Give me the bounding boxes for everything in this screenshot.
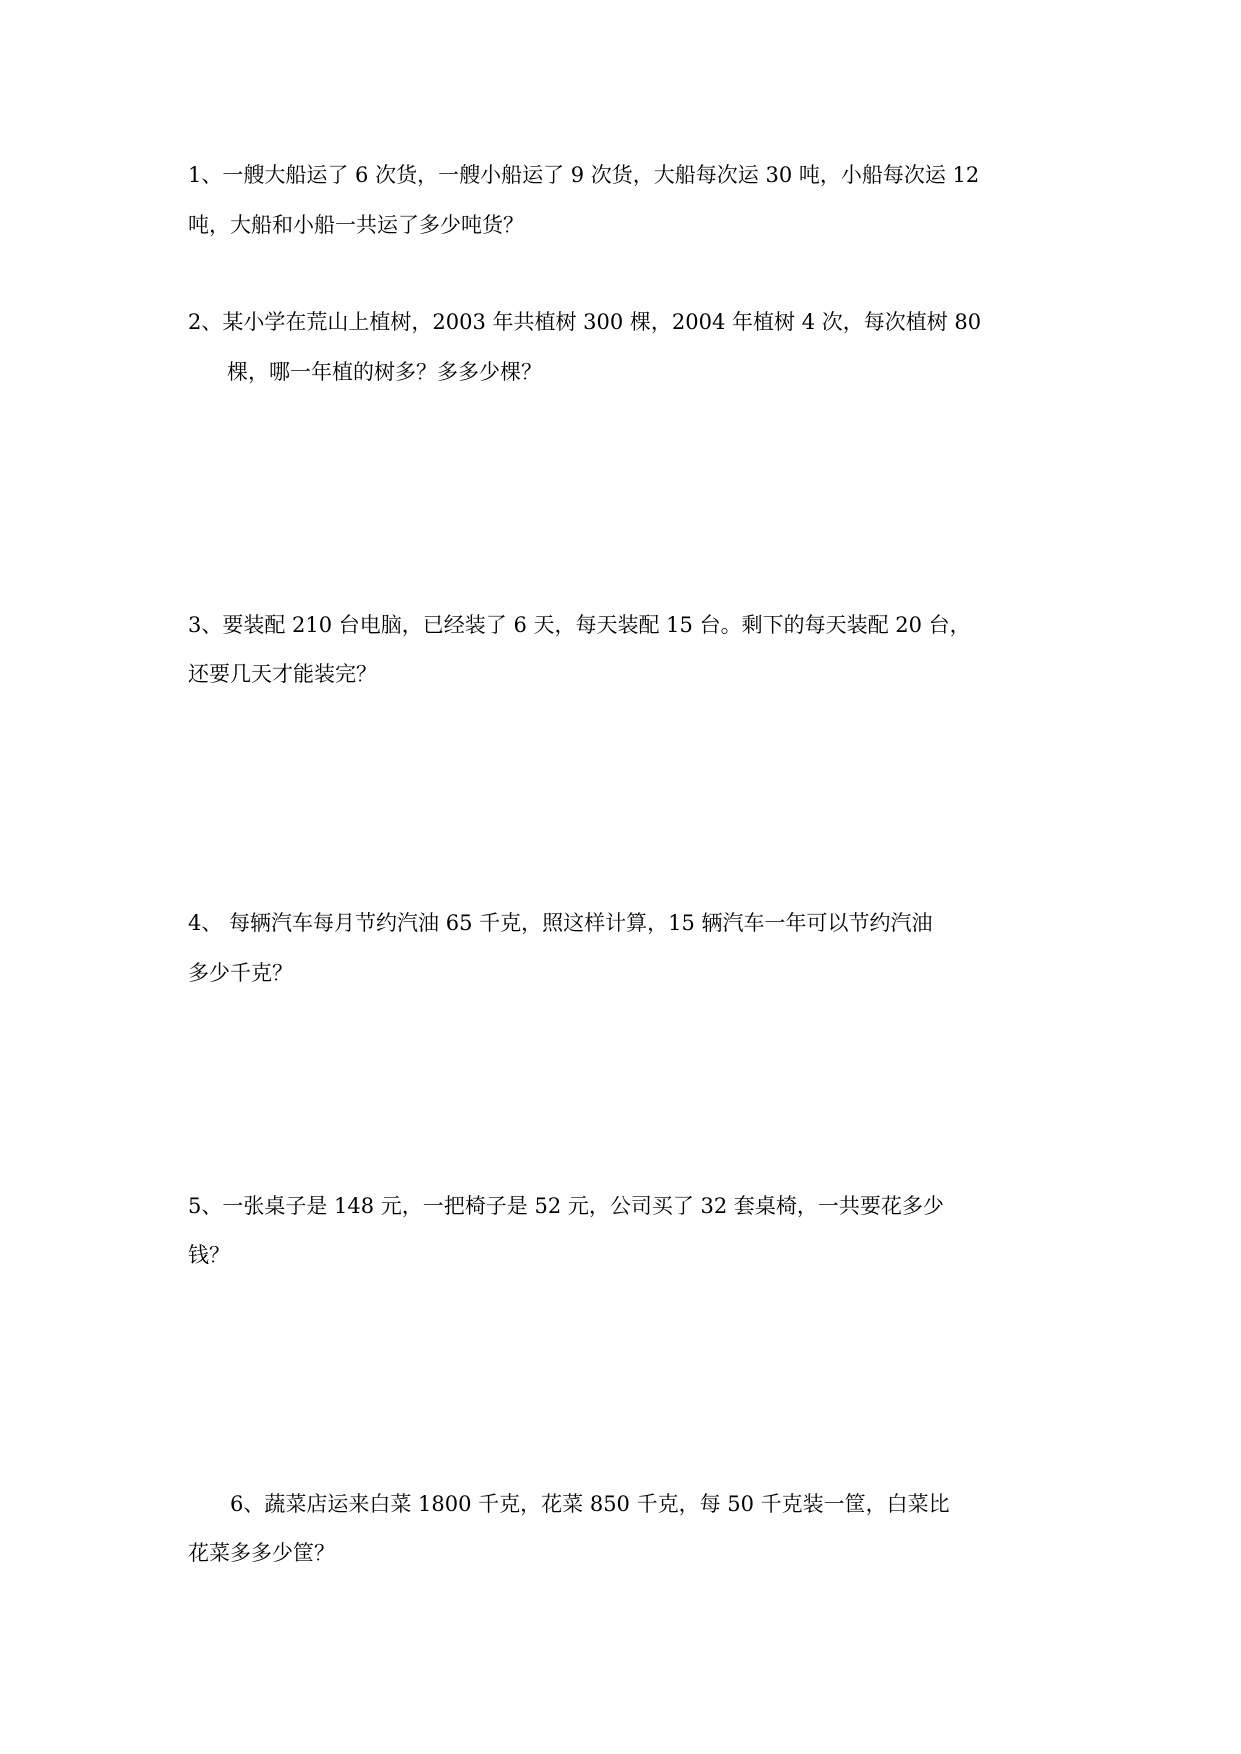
problem-2-line-2: 棵，哪一年植的树多？多多少棵？ <box>227 360 542 384</box>
problem-6-line-1: 6、蔬菜店运来白菜 1800 千克，花菜 850 千克，每 50 千克装一筐，白菜比 <box>230 1492 950 1516</box>
problem-6-line-2: 花菜多多少筐？ <box>188 1541 335 1565</box>
problem-4-line-1: 4、 每辆汽车每月节约汽油 65 千克，照这样计算，15 辆汽车一年可以节约汽油 <box>188 911 933 935</box>
problem-5-line-1: 5、一张桌子是 148 元，一把椅子是 52 元，公司买了 32 套桌椅，一共要花多少 <box>188 1194 944 1218</box>
problem-1-line-1: 1、一艘大船运了 6 次货，一艘小船运了 9 次货，大船每次运 30 吨，小船每次运 12 <box>188 163 980 187</box>
problem-3-line-1: 3、要装配 210 台电脑，已经装了 6 天，每天装配 15 台。剩下的每天装配 20 台， <box>188 613 971 637</box>
problem-4-line-2: 多少千克？ <box>188 961 293 985</box>
problem-2-line-1: 2、某小学在荒山上植树，2003 年共植树 300 棵，2004 年植树 4 次，每次植树 80 <box>188 310 982 334</box>
problem-1-line-2: 吨，大船和小船一共运了多少吨货？ <box>188 213 524 237</box>
problem-5-line-2: 钱？ <box>188 1243 230 1267</box>
problem-3-line-2: 还要几天才能装完？ <box>188 662 377 686</box>
